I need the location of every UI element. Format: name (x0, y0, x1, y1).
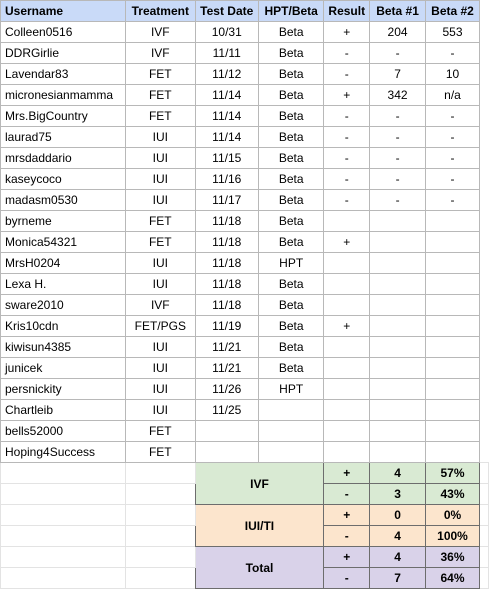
beta2-cell[interactable] (426, 253, 480, 274)
username-cell[interactable]: Kris10cdn (1, 316, 126, 337)
column-header[interactable]: Username (1, 1, 126, 22)
hpt-beta-cell[interactable]: Beta (258, 43, 323, 64)
table-row (1, 358, 489, 379)
empty-cell[interactable] (480, 526, 489, 547)
table-row (1, 421, 489, 442)
username-cell[interactable]: Lexa H. (1, 274, 126, 295)
summary-percent-cell[interactable]: 0% (426, 505, 480, 526)
empty-cell[interactable] (126, 547, 195, 568)
table-row (1, 442, 489, 463)
beta1-cell[interactable] (370, 232, 426, 253)
table-row (1, 43, 489, 64)
username-cell[interactable]: persnickity (1, 379, 126, 400)
treatment-cell[interactable]: FET (126, 421, 195, 442)
beta1-cell[interactable]: 204 (370, 22, 426, 43)
column-header[interactable]: Result (324, 1, 370, 22)
table-row (1, 64, 489, 85)
treatment-cell[interactable]: IUI (126, 274, 195, 295)
beta2-cell[interactable]: - (426, 106, 480, 127)
result-cell[interactable] (324, 211, 370, 232)
result-cell[interactable]: + (324, 22, 370, 43)
username-cell[interactable]: madasm0530 (1, 190, 126, 211)
treatment-cell[interactable]: IUI (126, 127, 195, 148)
beta2-cell[interactable]: - (426, 127, 480, 148)
beta2-cell[interactable] (426, 421, 480, 442)
empty-cell[interactable] (126, 568, 195, 589)
hpt-beta-cell[interactable]: Beta (258, 85, 323, 106)
treatment-cell[interactable]: IUI (126, 169, 195, 190)
summary-count-cell[interactable]: 4 (370, 463, 426, 484)
treatment-cell[interactable]: IUI (126, 253, 195, 274)
treatment-cell[interactable]: FET (126, 211, 195, 232)
result-cell[interactable] (324, 253, 370, 274)
result-cell[interactable]: - (324, 127, 370, 148)
empty-cell[interactable] (1, 505, 126, 526)
summary-count-cell[interactable]: 3 (370, 484, 426, 505)
hpt-beta-cell[interactable]: Beta (258, 274, 323, 295)
beta2-cell[interactable] (426, 442, 480, 463)
username-cell[interactable]: kaseycoco (1, 169, 126, 190)
username-cell[interactable]: Mrs.BigCountry (1, 106, 126, 127)
beta1-cell[interactable] (370, 253, 426, 274)
table-row (1, 232, 489, 253)
username-cell[interactable]: DDRGirlie (1, 43, 126, 64)
beta1-cell[interactable]: - (370, 169, 426, 190)
test-date-cell[interactable]: 11/16 (195, 169, 258, 190)
empty-cell[interactable] (1, 526, 126, 547)
username-cell[interactable]: laurad75 (1, 127, 126, 148)
treatment-cell[interactable]: FET (126, 232, 195, 253)
summary-count-cell[interactable]: 4 (370, 526, 426, 547)
username-cell[interactable]: mrsdaddario (1, 148, 126, 169)
treatment-cell[interactable]: IUI (126, 148, 195, 169)
username-cell[interactable]: sware2010 (1, 295, 126, 316)
table-row (1, 211, 489, 232)
empty-cell[interactable] (1, 484, 126, 505)
hpt-beta-cell[interactable]: Beta (258, 295, 323, 316)
beta1-cell[interactable]: 342 (370, 85, 426, 106)
result-cell[interactable]: + (324, 316, 370, 337)
test-date-cell[interactable]: 11/18 (195, 253, 258, 274)
summary-sign-cell[interactable]: + (324, 547, 370, 568)
summary-sign-cell[interactable]: - (324, 568, 370, 589)
username-cell[interactable]: Colleen0516 (1, 22, 126, 43)
username-cell[interactable]: MrsH0204 (1, 253, 126, 274)
test-date-cell[interactable]: 11/12 (195, 64, 258, 85)
beta1-cell[interactable]: 7 (370, 64, 426, 85)
hpt-beta-cell[interactable]: Beta (258, 358, 323, 379)
test-date-cell[interactable]: 10/31 (195, 22, 258, 43)
summary-count-cell[interactable]: 7 (370, 568, 426, 589)
empty-cell[interactable] (126, 526, 195, 547)
username-cell[interactable]: kiwisun4385 (1, 337, 126, 358)
beta2-cell[interactable] (426, 211, 480, 232)
hpt-beta-cell[interactable]: Beta (258, 190, 323, 211)
hpt-beta-cell[interactable]: Beta (258, 211, 323, 232)
username-cell[interactable]: Chartleib (1, 400, 126, 421)
beta1-cell[interactable] (370, 316, 426, 337)
summary-sign-cell[interactable]: - (324, 526, 370, 547)
beta2-cell[interactable]: - (426, 169, 480, 190)
test-date-cell[interactable]: 11/11 (195, 43, 258, 64)
summary-sign-cell[interactable]: + (324, 505, 370, 526)
result-cell[interactable] (324, 337, 370, 358)
empty-cell[interactable] (126, 505, 195, 526)
empty-cell[interactable] (1, 568, 126, 589)
treatment-cell[interactable]: IVF (126, 22, 195, 43)
beta2-cell[interactable] (426, 274, 480, 295)
table-row (1, 253, 489, 274)
beta2-cell[interactable] (426, 295, 480, 316)
treatment-cell[interactable]: FET (126, 85, 195, 106)
beta1-cell[interactable]: - (370, 127, 426, 148)
result-cell[interactable] (324, 442, 370, 463)
beta2-cell[interactable] (426, 316, 480, 337)
beta2-cell[interactable]: - (426, 190, 480, 211)
treatment-cell[interactable]: IUI (126, 400, 195, 421)
test-date-cell[interactable]: 11/17 (195, 190, 258, 211)
table-row (1, 127, 489, 148)
beta1-cell[interactable] (370, 274, 426, 295)
treatment-cell[interactable]: FET (126, 442, 195, 463)
beta1-cell[interactable] (370, 400, 426, 421)
table-row (1, 295, 489, 316)
test-date-cell[interactable]: 11/18 (195, 232, 258, 253)
beta1-cell[interactable]: - (370, 43, 426, 64)
result-cell[interactable] (324, 421, 370, 442)
summary-percent-cell[interactable]: 43% (426, 484, 480, 505)
hpt-beta-cell[interactable]: Beta (258, 169, 323, 190)
empty-cell[interactable] (480, 484, 489, 505)
beta1-cell[interactable] (370, 295, 426, 316)
empty-cell[interactable] (480, 505, 489, 526)
hpt-beta-cell[interactable]: Beta (258, 106, 323, 127)
empty-cell[interactable] (126, 463, 195, 484)
beta2-cell[interactable]: - (426, 43, 480, 64)
beta1-cell[interactable] (370, 421, 426, 442)
table-row (1, 148, 489, 169)
column-header[interactable]: HPT/Beta (258, 1, 323, 22)
treatment-cell[interactable]: FET (126, 64, 195, 85)
hpt-beta-cell[interactable]: HPT (258, 379, 323, 400)
summary-percent-cell[interactable]: 36% (426, 547, 480, 568)
table-row (1, 274, 489, 295)
treatment-cell[interactable]: IUI (126, 379, 195, 400)
test-date-cell[interactable]: 11/14 (195, 106, 258, 127)
test-date-cell[interactable]: 11/15 (195, 148, 258, 169)
column-header[interactable]: Beta #2 (426, 1, 480, 22)
summary-count-cell[interactable]: 4 (370, 547, 426, 568)
username-cell[interactable]: micronesianmamma (1, 85, 126, 106)
result-cell[interactable]: + (324, 232, 370, 253)
table-row (1, 85, 489, 106)
table-row (1, 22, 489, 43)
result-cell[interactable]: - (324, 190, 370, 211)
result-cell[interactable] (324, 295, 370, 316)
empty-cell[interactable] (126, 484, 195, 505)
beta2-cell[interactable]: 553 (426, 22, 480, 43)
table-row (1, 190, 489, 211)
total-group-label[interactable]: Total (195, 547, 324, 589)
summary-percent-cell[interactable]: 100% (426, 526, 480, 547)
hpt-beta-cell[interactable]: Beta (258, 127, 323, 148)
result-cell[interactable] (324, 400, 370, 421)
treatment-cell[interactable]: IUI (126, 190, 195, 211)
hpt-beta-cell[interactable]: Beta (258, 316, 323, 337)
hpt-beta-cell[interactable] (258, 442, 323, 463)
empty-cell[interactable] (480, 568, 489, 589)
treatment-cell[interactable]: IUI (126, 358, 195, 379)
treatment-cell[interactable]: IVF (126, 295, 195, 316)
test-date-cell[interactable]: 11/14 (195, 85, 258, 106)
table-row (1, 337, 489, 358)
username-cell[interactable]: junicek (1, 358, 126, 379)
test-date-cell[interactable]: 11/18 (195, 274, 258, 295)
summary-percent-cell[interactable]: 64% (426, 568, 480, 589)
treatment-cell[interactable]: FET (126, 106, 195, 127)
iui-group-label[interactable]: IUI/TI (195, 505, 324, 547)
beta1-cell[interactable] (370, 442, 426, 463)
test-date-cell[interactable]: 11/18 (195, 211, 258, 232)
hpt-beta-cell[interactable] (258, 400, 323, 421)
result-cell[interactable] (324, 274, 370, 295)
test-date-cell[interactable]: 11/19 (195, 316, 258, 337)
username-cell[interactable]: bells52000 (1, 421, 126, 442)
test-date-cell[interactable]: 11/26 (195, 379, 258, 400)
hpt-beta-cell[interactable]: Beta (258, 148, 323, 169)
header-row (1, 1, 489, 22)
test-date-cell[interactable] (195, 421, 258, 442)
beta2-cell[interactable]: 10 (426, 64, 480, 85)
username-cell[interactable]: byrneme (1, 211, 126, 232)
summary-row (1, 547, 489, 568)
treatment-cell[interactable]: IUI (126, 337, 195, 358)
beta1-cell[interactable] (370, 337, 426, 358)
test-date-cell[interactable]: 11/18 (195, 295, 258, 316)
hpt-beta-cell[interactable]: Beta (258, 232, 323, 253)
summary-sign-cell[interactable]: + (324, 463, 370, 484)
hpt-beta-cell[interactable]: Beta (258, 337, 323, 358)
test-date-cell[interactable]: 11/25 (195, 400, 258, 421)
summary-count-cell[interactable]: 0 (370, 505, 426, 526)
summary-row (1, 505, 489, 526)
beta2-cell[interactable]: n/a (426, 85, 480, 106)
table-row (1, 169, 489, 190)
beta1-cell[interactable] (370, 211, 426, 232)
ivf-group-label[interactable]: IVF (195, 463, 324, 505)
empty-cell[interactable] (1, 547, 126, 568)
beta2-cell[interactable] (426, 232, 480, 253)
beta2-cell[interactable] (426, 379, 480, 400)
treatment-cell[interactable]: FET/PGS (126, 316, 195, 337)
beta2-cell[interactable] (426, 400, 480, 421)
beta1-cell[interactable] (370, 358, 426, 379)
username-cell[interactable]: Monica54321 (1, 232, 126, 253)
column-header[interactable]: Treatment (126, 1, 195, 22)
beta1-cell[interactable]: - (370, 148, 426, 169)
result-cell[interactable]: - (324, 106, 370, 127)
result-cell[interactable]: + (324, 85, 370, 106)
result-cell[interactable]: - (324, 64, 370, 85)
summary-row (1, 463, 489, 484)
beta1-cell[interactable] (370, 379, 426, 400)
beta2-cell[interactable]: - (426, 148, 480, 169)
summary-percent-cell[interactable]: 57% (426, 463, 480, 484)
table-row (1, 379, 489, 400)
table-row (1, 316, 489, 337)
summary-sign-cell[interactable]: - (324, 484, 370, 505)
result-cell[interactable]: - (324, 169, 370, 190)
column-header[interactable]: Test Date (195, 1, 258, 22)
test-date-cell[interactable]: 11/21 (195, 337, 258, 358)
beta1-cell[interactable]: - (370, 190, 426, 211)
result-cell[interactable]: - (324, 43, 370, 64)
result-cell[interactable] (324, 379, 370, 400)
hpt-beta-cell[interactable] (258, 421, 323, 442)
column-header[interactable]: Beta #1 (370, 1, 426, 22)
table-row (1, 400, 489, 421)
hpt-beta-cell[interactable]: Beta (258, 22, 323, 43)
username-cell[interactable]: Hoping4Success (1, 442, 126, 463)
beta2-cell[interactable] (426, 358, 480, 379)
hpt-beta-cell[interactable]: HPT (258, 253, 323, 274)
empty-cell[interactable] (480, 547, 489, 568)
test-date-cell[interactable]: 11/21 (195, 358, 258, 379)
table-row (1, 106, 489, 127)
username-cell[interactable]: Lavendar83 (1, 64, 126, 85)
empty-cell[interactable] (480, 463, 489, 484)
beta1-cell[interactable]: - (370, 106, 426, 127)
treatment-cell[interactable]: IVF (126, 43, 195, 64)
beta2-cell[interactable] (426, 337, 480, 358)
empty-cell[interactable] (1, 463, 126, 484)
result-cell[interactable] (324, 358, 370, 379)
test-date-cell[interactable] (195, 442, 258, 463)
test-date-cell[interactable]: 11/14 (195, 127, 258, 148)
hpt-beta-cell[interactable]: Beta (258, 64, 323, 85)
result-cell[interactable]: - (324, 148, 370, 169)
